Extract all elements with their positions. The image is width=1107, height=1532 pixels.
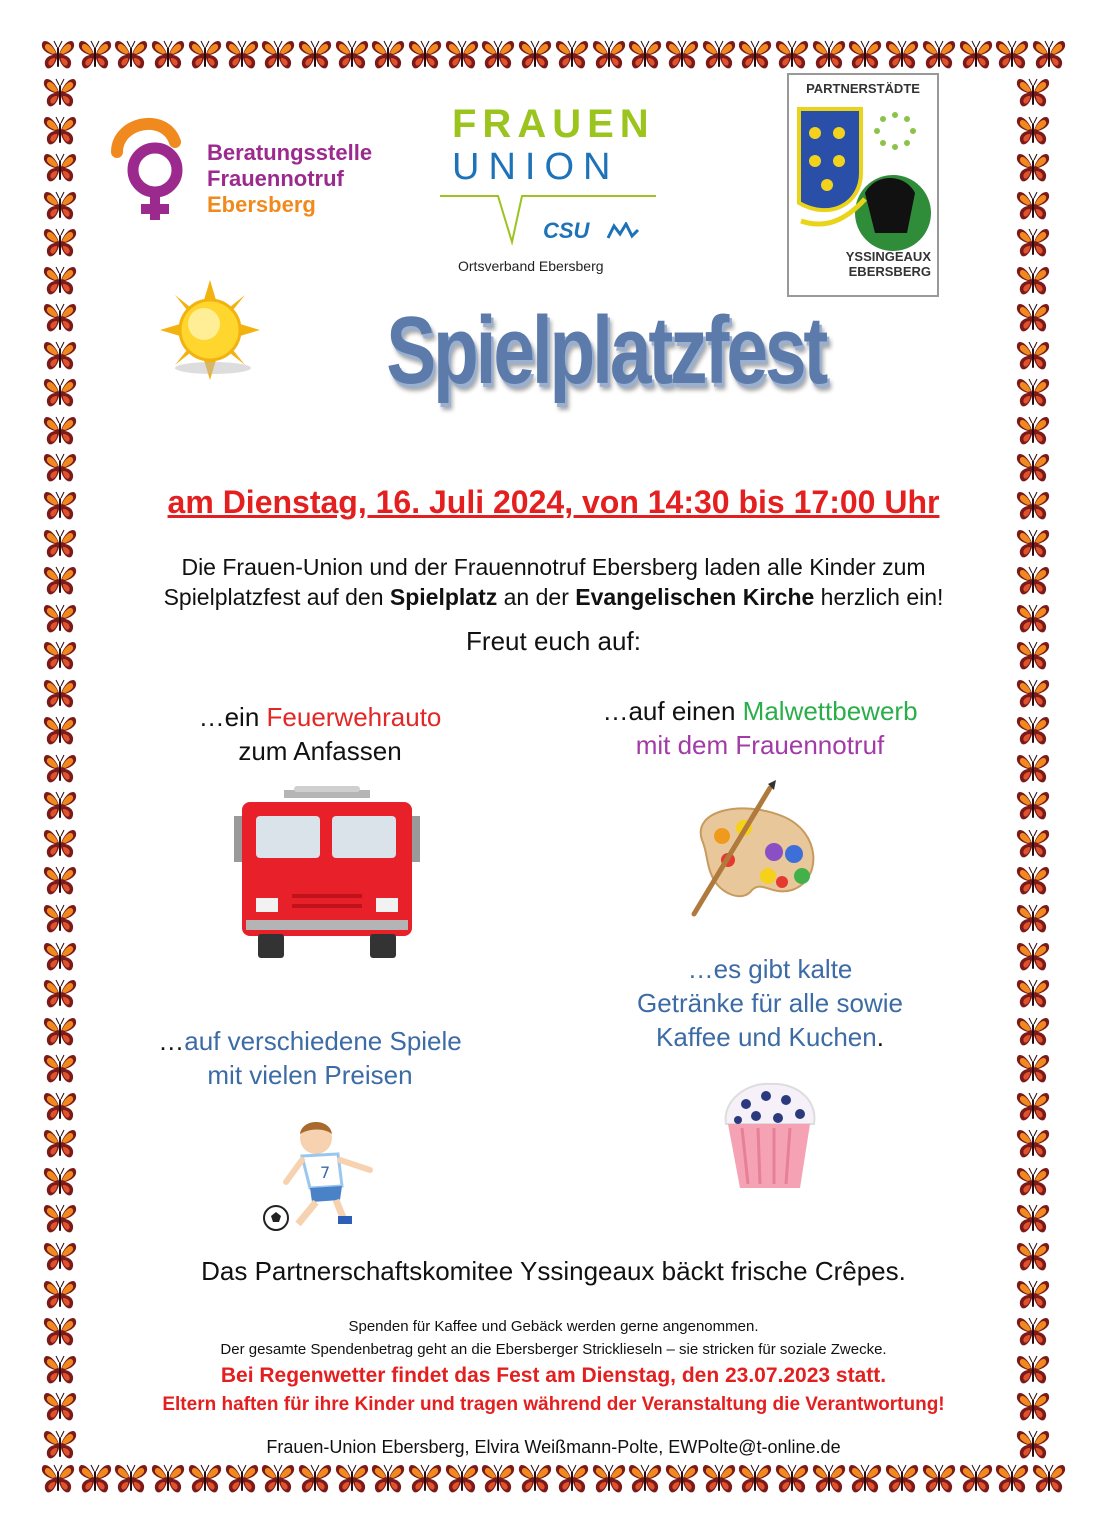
- butterfly-icon: [1015, 827, 1051, 861]
- logo-partnerstaedte: [787, 73, 939, 297]
- item-malwettbewerb: …auf einen Malwettbewerb mit dem Frauennotruf: [602, 696, 918, 760]
- butterfly-icon: [42, 752, 78, 786]
- butterfly-icon: [77, 38, 113, 72]
- butterfly-icon: [994, 1462, 1030, 1496]
- partner-bottom2: EBERSBERG: [848, 264, 931, 279]
- butterfly-icon: [847, 38, 883, 72]
- palette-icon: [682, 780, 828, 920]
- donations-line1: Spenden für Kaffee und Gebäck werden gerne angenommen.: [348, 1318, 759, 1335]
- fu-frauen: FRAUEN: [452, 102, 655, 146]
- butterfly-icon: [774, 1462, 810, 1496]
- butterfly-icon: [260, 38, 296, 72]
- butterfly-icon: [42, 902, 78, 936]
- beratung-line2: Frauennotruf: [207, 166, 344, 191]
- butterfly-icon: [554, 38, 590, 72]
- butterfly-icon: [370, 1462, 406, 1496]
- cupcake-icon: [718, 1076, 822, 1192]
- butterfly-icon: [42, 1202, 78, 1236]
- butterfly-icon: [1015, 677, 1051, 711]
- sun-icon: [158, 278, 262, 382]
- rain-notice: Bei Regenwetter findet das Fest am Dienstag, den 23.07.2023 statt.: [220, 1364, 887, 1387]
- border-right: [1015, 76, 1055, 1462]
- butterfly-icon: [1015, 1015, 1051, 1049]
- butterfly-icon: [42, 677, 78, 711]
- beratung-line3: Ebersberg: [207, 192, 316, 217]
- butterfly-icon: [42, 76, 78, 110]
- butterfly-icon: [1015, 301, 1051, 335]
- butterfly-icon: [297, 38, 333, 72]
- butterfly-icon: [1015, 789, 1051, 823]
- butterfly-icon: [42, 376, 78, 410]
- butterfly-icon: [77, 1462, 113, 1496]
- butterfly-icon: [42, 827, 78, 861]
- butterfly-icon: [1015, 752, 1051, 786]
- fire-truck-icon: [232, 786, 422, 962]
- butterfly-icon: [1015, 714, 1051, 748]
- page-title: Spielplatzfest: [386, 297, 826, 404]
- butterfly-icon: [42, 864, 78, 898]
- butterfly-icon: [811, 38, 847, 72]
- butterfly-icon: [480, 38, 516, 72]
- butterfly-icon: [407, 1462, 443, 1496]
- butterfly-icon: [42, 639, 78, 673]
- butterfly-icon: [884, 1462, 920, 1496]
- butterfly-icon: [1015, 376, 1051, 410]
- butterfly-icon: [958, 38, 994, 72]
- butterfly-icon: [1015, 114, 1051, 148]
- butterfly-icon: [42, 1052, 78, 1086]
- border-left: [42, 76, 82, 1462]
- butterfly-icon: [847, 1462, 883, 1496]
- butterfly-icon: [113, 38, 149, 72]
- intro-line1: Die Frauen-Union und der Frauennotruf Ebersberg laden alle Kinder zum: [181, 554, 926, 580]
- butterfly-icon: [40, 1462, 76, 1496]
- svg-text:7: 7: [320, 1163, 331, 1182]
- intro-text: [90, 552, 1017, 612]
- butterfly-icon: [334, 38, 370, 72]
- butterfly-icon: [42, 977, 78, 1011]
- butterfly-icon: [1015, 1127, 1051, 1161]
- item-feuerwehrauto: …ein Feuerwehrauto zum Anfassen: [198, 702, 442, 766]
- butterfly-icon: [42, 602, 78, 636]
- butterfly-icon: [921, 38, 957, 72]
- butterfly-icon: [42, 451, 78, 485]
- butterfly-icon: [40, 38, 76, 72]
- butterfly-icon: [480, 1462, 516, 1496]
- butterfly-icon: [444, 1462, 480, 1496]
- border-bottom: [40, 1462, 1067, 1502]
- butterfly-icon: [1015, 902, 1051, 936]
- butterfly-icon: [42, 527, 78, 561]
- butterfly-icon: [1015, 226, 1051, 260]
- butterfly-icon: [42, 226, 78, 260]
- butterfly-icon: [1015, 264, 1051, 298]
- butterfly-icon: [664, 38, 700, 72]
- butterfly-icon: [1015, 339, 1051, 373]
- butterfly-icon: [664, 1462, 700, 1496]
- partner-bottom1: YSSINGEAUX: [845, 249, 931, 264]
- butterfly-icon: [1015, 1052, 1051, 1086]
- butterfly-icon: [42, 940, 78, 974]
- soccer-boy-icon: [258, 1116, 382, 1236]
- butterfly-icon: [921, 1462, 957, 1496]
- logo-beratungsstelle: [105, 112, 405, 232]
- butterfly-icon: [1015, 527, 1051, 561]
- butterfly-icon: [774, 38, 810, 72]
- butterfly-icon: [42, 789, 78, 823]
- butterfly-icon: [42, 1090, 78, 1124]
- butterfly-icon: [297, 1462, 333, 1496]
- butterfly-icon: [42, 301, 78, 335]
- crepes-text: Das Partnerschaftskomitee Yssingeaux bäckt frische Crêpes.: [201, 1256, 906, 1286]
- border-top: [40, 38, 1067, 78]
- butterfly-icon: [591, 38, 627, 72]
- butterfly-icon: [1031, 1462, 1067, 1496]
- butterfly-icon: [701, 38, 737, 72]
- butterfly-icon: [150, 38, 186, 72]
- butterfly-icon: [187, 38, 223, 72]
- butterfly-icon: [1015, 1202, 1051, 1236]
- item-getraenke: …es gibt kalte Getränke für alle sowie Kaffee und Kuchen.: [637, 954, 903, 1052]
- butterfly-icon: [517, 1462, 553, 1496]
- butterfly-icon: [1015, 564, 1051, 598]
- logo-frauen-union: [438, 102, 658, 282]
- butterfly-icon: [334, 1462, 370, 1496]
- footer-contact: Frauen-Union Ebersberg, Elvira Weißmann-Polte, EWPolte@t-online.de: [266, 1437, 841, 1457]
- butterfly-icon: [994, 38, 1030, 72]
- butterfly-icon: [224, 1462, 260, 1496]
- csu-lion-icon: [606, 222, 640, 242]
- butterfly-icon: [42, 151, 78, 185]
- butterfly-icon: [1015, 76, 1051, 110]
- butterfly-icon: [224, 38, 260, 72]
- butterfly-icon: [42, 339, 78, 373]
- butterfly-icon: [591, 1462, 627, 1496]
- fu-sub: Ortsverband Ebersberg: [458, 258, 604, 274]
- butterfly-icon: [1015, 864, 1051, 898]
- butterfly-icon: [1015, 414, 1051, 448]
- frauennotruf-symbol-icon: [105, 112, 200, 227]
- butterfly-icon: [407, 38, 443, 72]
- butterfly-icon: [1015, 451, 1051, 485]
- butterfly-icon: [1015, 1165, 1051, 1199]
- butterfly-icon: [958, 1462, 994, 1496]
- butterfly-icon: [42, 1165, 78, 1199]
- butterfly-icon: [42, 189, 78, 223]
- butterfly-icon: [150, 1462, 186, 1496]
- butterfly-icon: [884, 38, 920, 72]
- butterfly-icon: [811, 1462, 847, 1496]
- csu-label: CSU: [543, 218, 590, 243]
- item-spiele: …auf verschiedene Spiele mit vielen Preisen: [158, 1026, 462, 1090]
- butterfly-icon: [1015, 977, 1051, 1011]
- donations-line2: Der gesamte Spendenbetrag geht an die Ebersberger Stricklieseln – sie stricken für soziale Zwecke.: [220, 1341, 887, 1358]
- beratung-line1: Beratungsstelle: [207, 140, 373, 165]
- butterfly-icon: [627, 1462, 663, 1496]
- butterfly-icon: [113, 1462, 149, 1496]
- butterfly-icon: [1015, 189, 1051, 223]
- butterfly-icon: [517, 38, 553, 72]
- butterfly-icon: [1031, 38, 1067, 72]
- fu-union: UNION: [452, 146, 620, 188]
- butterfly-icon: [42, 714, 78, 748]
- butterfly-icon: [42, 264, 78, 298]
- butterfly-icon: [42, 414, 78, 448]
- butterfly-icon: [554, 1462, 590, 1496]
- butterfly-icon: [42, 1015, 78, 1049]
- butterfly-icon: [42, 114, 78, 148]
- butterfly-icon: [187, 1462, 223, 1496]
- intro-line2: Spielplatzfest auf den Spielplatz an der Evangelischen Kirche herzlich ein!: [163, 584, 944, 610]
- butterfly-icon: [42, 1127, 78, 1161]
- coat-of-arms-icon: [795, 103, 931, 253]
- butterfly-icon: [701, 1462, 737, 1496]
- butterfly-icon: [370, 38, 406, 72]
- date-line: am Dienstag, 16. Juli 2024, von 14:30 bis 17:00 Uhr: [167, 484, 940, 520]
- butterfly-icon: [737, 38, 773, 72]
- butterfly-icon: [42, 564, 78, 598]
- butterfly-icon: [444, 38, 480, 72]
- butterfly-icon: [1015, 639, 1051, 673]
- butterfly-icon: [1015, 1090, 1051, 1124]
- freut-heading: Freut euch auf:: [466, 626, 641, 656]
- butterfly-icon: [1015, 602, 1051, 636]
- butterfly-icon: [737, 1462, 773, 1496]
- butterfly-icon: [260, 1462, 296, 1496]
- butterfly-icon: [627, 38, 663, 72]
- butterfly-icon: [1015, 940, 1051, 974]
- butterfly-icon: [1015, 151, 1051, 185]
- parents-notice: Eltern haften für ihre Kinder und tragen während der Veranstaltung die Verantwortung!: [162, 1394, 945, 1415]
- partner-top: PARTNERSTÄDTE: [806, 81, 920, 96]
